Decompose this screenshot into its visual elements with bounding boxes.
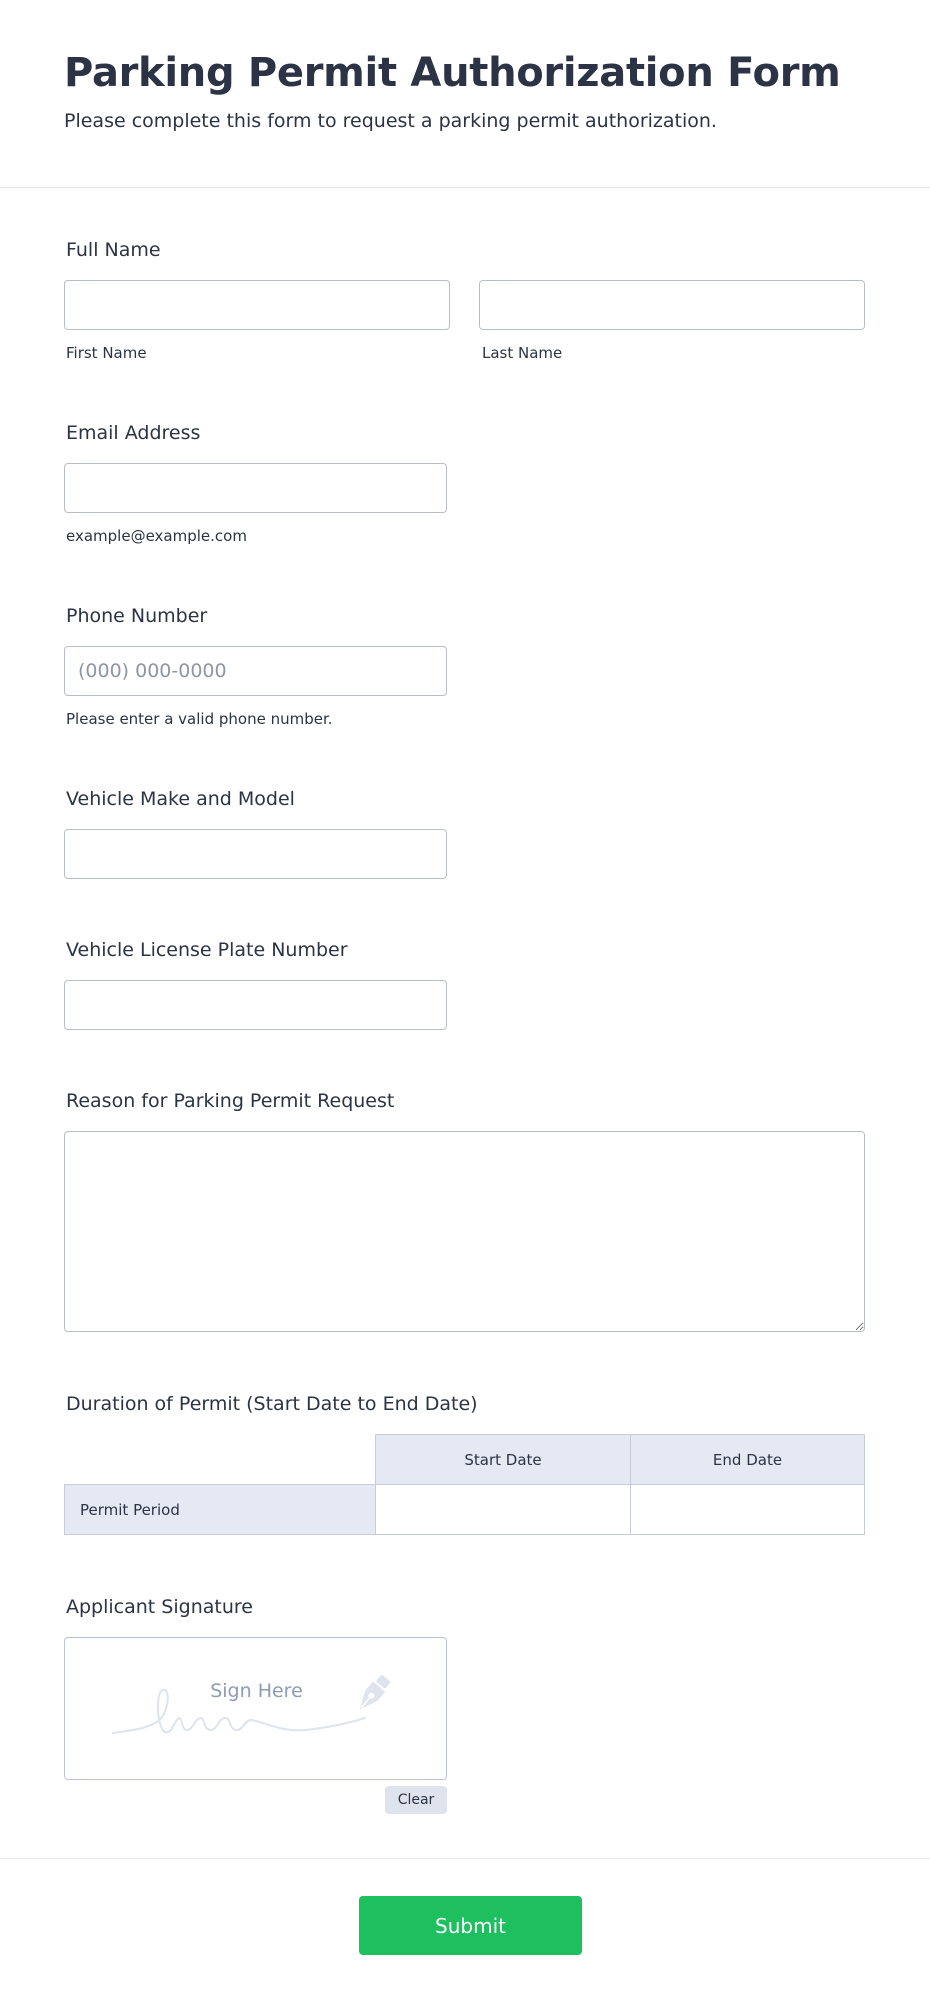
vehicle-label: Vehicle Make and Model [66,788,295,810]
page-subtitle: Please complete this form to request a parking permit authorization. [64,110,717,132]
start-date-header: Start Date [375,1434,631,1485]
end-date-header: End Date [630,1434,865,1485]
sign-here-placeholder: Sign Here [210,1680,303,1702]
pen-nib-icon [347,1670,397,1720]
signature-pad[interactable] [64,1637,447,1780]
end-date-input[interactable] [630,1484,865,1535]
plate-input[interactable] [64,980,447,1030]
page-title: Parking Permit Authorization Form [64,50,841,96]
duration-label: Duration of Permit (Start Date to End Date) [66,1393,478,1415]
phone-label: Phone Number [66,605,208,627]
email-label: Email Address [66,422,201,444]
clear-signature-button[interactable]: Clear [385,1786,447,1814]
plate-label: Vehicle License Plate Number [66,939,348,961]
email-sublabel: example@example.com [66,527,247,545]
duration-matrix [64,1434,865,1535]
reason-label: Reason for Parking Permit Request [66,1090,395,1112]
reason-textarea[interactable] [64,1131,865,1332]
last-name-input[interactable] [479,280,865,330]
first-name-sublabel: First Name [66,344,147,362]
phone-sublabel: Please enter a valid phone number. [66,710,333,728]
footer-divider [0,1858,930,1859]
permit-period-row-label: Permit Period [64,1484,376,1535]
last-name-sublabel: Last Name [482,344,563,362]
submit-button[interactable]: Submit [359,1896,582,1955]
start-date-input[interactable] [375,1484,631,1535]
first-name-input[interactable] [64,280,450,330]
email-input[interactable] [64,463,447,513]
phone-input[interactable] [64,646,447,696]
signature-label: Applicant Signature [66,1596,253,1618]
full-name-label: Full Name [66,239,161,261]
vehicle-input[interactable] [64,829,447,879]
form-header [0,0,930,188]
